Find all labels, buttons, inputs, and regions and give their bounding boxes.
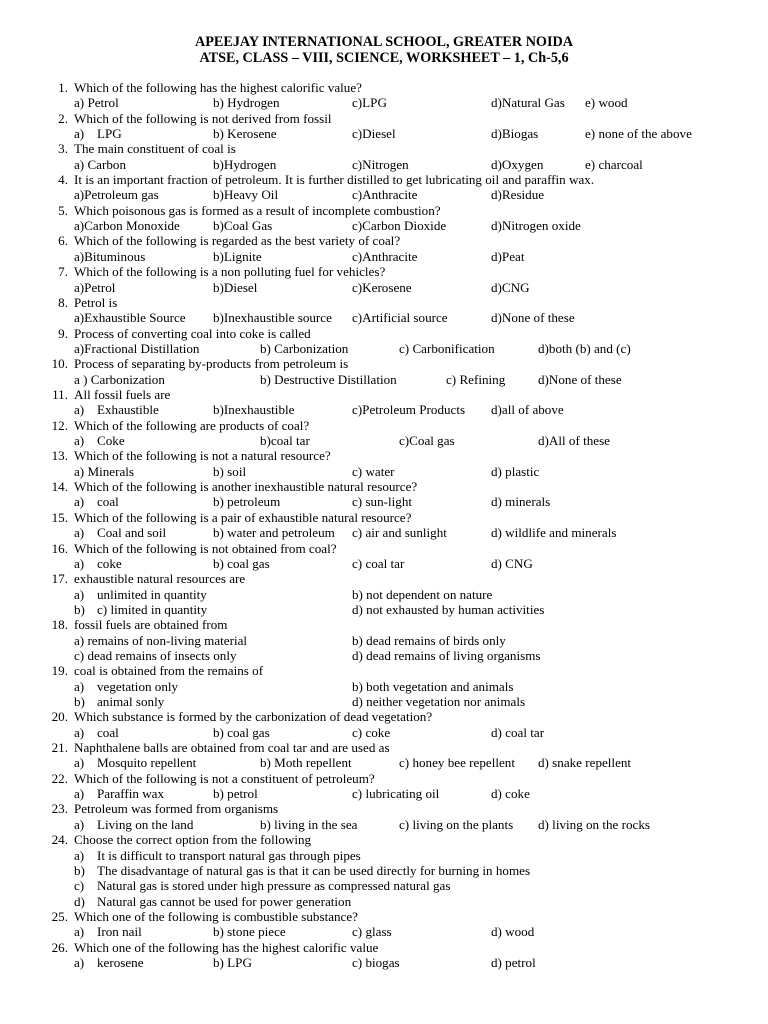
answer-option: b) dead remains of birds only [352,633,506,648]
answer-option: b) stone piece [213,924,286,939]
answer-option: c) biogas [352,955,400,970]
question-text: Which of the following is a non polluting fuel for vehicles? [74,264,386,279]
answer-option: d)Nitrogen oxide [491,218,581,233]
answer-option: e) wood [585,95,628,110]
question-number: 23. [51,801,68,816]
answer-option: a) [74,494,85,509]
answer-option: b) LPG [213,955,252,970]
answer-option: Natural gas is stored under high pressure as compressed natural gas [97,878,451,893]
answer-option: b) [74,602,85,617]
question-number: 18. [51,617,68,632]
answer-option: d) coke [491,786,530,801]
answer-option: kerosene [97,955,144,970]
answer-option: c) air and sunlight [352,525,447,540]
answer-option: b)Inexhaustible source [213,310,332,325]
question-text: fossil fuels are obtained from [74,617,228,632]
answer-option: a) [74,755,85,770]
answer-option: a)Petrol [74,280,116,295]
question-number: 21. [51,740,68,755]
answer-option: d) not exhausted by human activities [352,602,545,617]
question-number: 4. [58,172,68,187]
answer-option: e) charcoal [585,157,643,172]
question-text: Which poisonous gas is formed as a result of incomplete combustion? [74,203,441,218]
answer-option: b) Carbonization [260,341,349,356]
question-number: 5. [58,203,68,218]
answer-option: d)None of these [491,310,575,325]
answer-option: c) coal tar [352,556,405,571]
answer-option: a) [74,848,85,863]
answer-option: c) sun-light [352,494,413,509]
answer-option: a) [74,786,85,801]
question-text: coal is obtained from the remains of [74,663,264,678]
answer-option: Natural gas cannot be used for power generation [97,894,352,909]
answer-option: It is difficult to transport natural gas through pipes [97,848,361,863]
answer-option: Mosquito repellent [97,755,197,770]
answer-option: b) Hydrogen [213,95,280,110]
answer-option: a) [74,402,85,417]
question-number: 25. [51,909,68,924]
question-text: Which of the following is not a natural resource? [74,448,331,463]
answer-option: d)Oxygen [491,157,544,172]
answer-option: e) none of the above [585,126,692,141]
question-number: 22. [51,771,68,786]
answer-option: b) [74,694,85,709]
answer-option: c)Diesel [352,126,396,141]
question-text: Which of the following is regarded as the best variety of coal? [74,233,401,248]
answer-option: d) living on the rocks [538,817,651,832]
answer-option: Paraffin wax [97,786,165,801]
answer-option: d)Natural Gas [491,95,565,110]
answer-option: d) coal tar [491,725,545,740]
question-number: 3. [58,141,68,156]
answer-option: a) [74,924,85,939]
answer-option: d) neither vegetation nor animals [352,694,526,709]
answer-option: d) dead remains of living organisms [352,648,541,663]
answer-option: c) living on the plants [399,817,514,832]
answer-option: c) glass [352,924,392,939]
question-text: Petroleum was formed from organisms [74,801,279,816]
answer-option: b) both vegetation and animals [352,679,514,694]
question-text: Which substance is formed by the carbonization of dead vegetation? [74,709,433,724]
answer-option: a)Fractional Distillation [74,341,200,356]
answer-option: b) soil [213,464,247,479]
answer-option: d) minerals [491,494,551,509]
answer-option: d) snake repellent [538,755,632,770]
answer-option: c)Artificial source [352,310,448,325]
answer-option: a) [74,679,85,694]
question-number: 26. [51,940,68,955]
question-text: Which of the following are products of coal? [74,418,310,433]
answer-option: a) [74,817,85,832]
answer-option: c)Carbon Dioxide [352,218,447,233]
question-text: Petrol is [74,295,118,310]
question-number: 1. [58,80,68,95]
answer-option: b)Lignite [213,249,262,264]
answer-option: a)Carbon Monoxide [74,218,180,233]
answer-option: a) [74,955,85,970]
question-text: Which of the following is a pair of exhaustible natural resource? [74,510,412,525]
answer-option: coal [97,725,119,740]
answer-option: b)Diesel [213,280,258,295]
answer-option: b)Hydrogen [213,157,277,172]
question-text: Which of the following is not obtained from coal? [74,541,337,556]
answer-option: unlimited in quantity [97,587,207,602]
answer-option: c) [74,878,85,893]
answer-option: a) Petrol [74,95,119,110]
answer-option: a) [74,433,85,448]
answer-option: b)Inexhaustible [213,402,295,417]
answer-option: a)Petroleum gas [74,187,159,202]
answer-option: d)both (b) and (c) [538,341,631,356]
answer-option: a ) Carbonization [74,372,165,387]
answer-option: b) Moth repellent [260,755,352,770]
answer-option: a) [74,587,85,602]
answer-option: c)Petroleum Products [352,402,466,417]
answer-option: c) water [352,464,395,479]
answer-option: Coke [97,433,125,448]
question-text: Which of the following is another inexhaustible natural resource? [74,479,418,494]
answer-option: b) [74,863,85,878]
answer-option: a) remains of non-living material [74,633,248,648]
question-number: 16. [51,541,68,556]
answer-option: Coal and soil [97,525,167,540]
answer-option: d) plastic [491,464,540,479]
question-number: 13. [51,448,68,463]
answer-option: b) Destructive Distillation [260,372,397,387]
question-number: 17. [51,571,68,586]
answer-option: b) coal gas [213,725,270,740]
school-name-heading: APEEJAY INTERNATIONAL SCHOOL, GREATER NOIDA [194,34,573,50]
answer-option: b) coal gas [213,556,270,571]
answer-option: d) CNG [491,556,533,571]
question-number: 19. [51,663,68,678]
answer-option: d)Biogas [491,126,539,141]
answer-option: vegetation only [97,679,179,694]
question-text: The main constituent of coal is [74,141,236,156]
answer-option: c)Anthracite [352,249,418,264]
answer-option: a)Exhaustible Source [74,310,186,325]
answer-option: c) coke [352,725,391,740]
question-number: 14. [51,479,68,494]
answer-option: LPG [97,126,122,141]
answer-option: animal sonly [97,694,165,709]
answer-option: coke [97,556,122,571]
question-text: All fossil fuels are [74,387,171,402]
answer-option: d)All of these [538,433,610,448]
answer-option: b) water and petroleum [213,525,335,540]
question-text: Process of separating by-products from petroleum is [74,356,349,371]
answer-option: coal [97,494,119,509]
question-text: Naphthalene balls are obtained from coal tar and are used as [74,740,390,755]
question-text: Which of the following is not a constituent of petroleum? [74,771,375,786]
answer-option: a) Carbon [74,157,126,172]
answer-option: b)Coal Gas [213,218,273,233]
question-text: Which of the following has the highest calorific value? [74,80,362,95]
answer-option: b) living in the sea [260,817,358,832]
answer-option: d) petrol [491,955,536,970]
answer-option: b) petroleum [213,494,281,509]
answer-option: c)Kerosene [352,280,412,295]
answer-option: c)Nitrogen [352,157,409,172]
answer-option: a) Minerals [74,464,134,479]
answer-option: c) honey bee repellent [399,755,515,770]
question-number: 10. [51,356,68,371]
answer-option: Living on the land [97,817,194,832]
answer-option: a) [74,725,85,740]
answer-option: d)Peat [491,249,525,264]
question-text: Choose the correct option from the following [74,832,312,847]
answer-option: b)Heavy Oil [213,187,279,202]
question-number: 6. [58,233,68,248]
question-number: 20. [51,709,68,724]
answer-option: d)CNG [491,280,530,295]
answer-option: c) dead remains of insects only [74,648,237,663]
answer-option: c)LPG [352,95,387,110]
question-number: 7. [58,264,68,279]
answer-option: d)all of above [491,402,564,417]
answer-option: d) wildlife and minerals [491,525,617,540]
question-number: 11. [52,387,68,402]
answer-option: a) [74,556,85,571]
question-text: Which one of the following has the highest calorific value [74,940,379,955]
answer-option: b) Kerosene [213,126,277,141]
answer-option: a) [74,126,85,141]
question-number: 15. [51,510,68,525]
answer-option: d)Residue [491,187,545,202]
question-number: 24. [51,832,68,847]
question-text: It is an important fraction of petroleum. It is further distilled to get lubricating oil and paraffin wax. [74,172,595,187]
question-number: 2. [58,111,68,126]
answer-option: Exhaustible [97,402,159,417]
answer-option: c) lubricating oil [352,786,440,801]
answer-option: a) [74,525,85,540]
answer-option: c) Refining [446,372,506,387]
answer-option: c)Coal gas [399,433,455,448]
answer-option: c) limited in quantity [97,602,208,617]
answer-option: b) petrol [213,786,258,801]
question-text: Which one of the following is combustible substance? [74,909,358,924]
worksheet-subtitle: ATSE, CLASS – VIII, SCIENCE, WORKSHEET – 1, Ch-5,6 [199,50,569,66]
question-text: exhaustible natural resources are [74,571,246,586]
question-number: 12. [51,418,68,433]
answer-option: The disadvantage of natural gas is that it can be used directly for burning in homes [97,863,531,878]
answer-option: a)Bituminous [74,249,146,264]
answer-option: b) not dependent on nature [352,587,493,602]
answer-option: d)None of these [538,372,622,387]
question-number: 9. [58,326,68,341]
question-text: Process of converting coal into coke is called [74,326,311,341]
answer-option: d) wood [491,924,535,939]
answer-option: Iron nail [97,924,142,939]
question-text: Which of the following is not derived from fossil [74,111,332,126]
answer-option: c)Anthracite [352,187,418,202]
question-number: 8. [58,295,68,310]
answer-option: c) Carbonification [399,341,495,356]
answer-option: d) [74,894,85,909]
answer-option: b)coal tar [260,433,310,448]
